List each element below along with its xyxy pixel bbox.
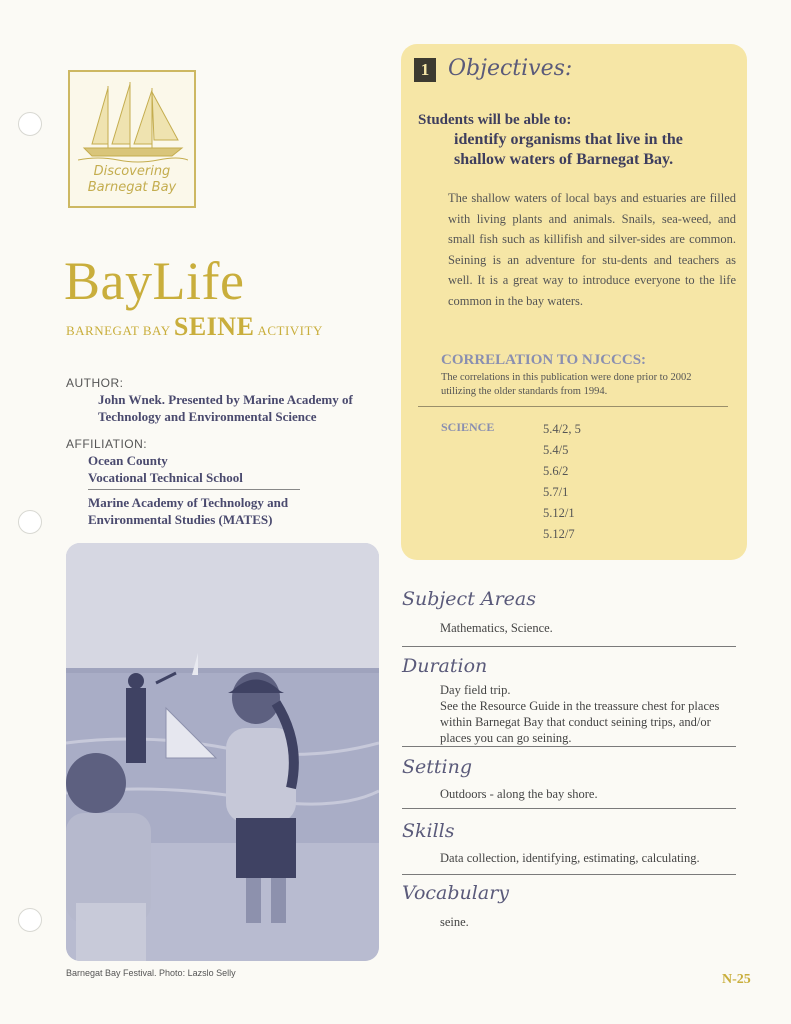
subtitle bbox=[66, 312, 323, 342]
objectives-intro: The shallow waters of local bays and estuaries are filled with living plants and animals. Snails, sea-weed, and small fish such as killifish and silver-sides are common. Seining is an adventure for stu-dents and teachers as well. It is a great way to introduce everyone to the life common in the bay waters. bbox=[448, 191, 736, 308]
section-divider bbox=[402, 808, 736, 809]
logo-line-1: Discovering bbox=[93, 164, 171, 179]
section-divider bbox=[402, 746, 736, 747]
subject-areas-body: Mathematics, Science. bbox=[440, 621, 553, 635]
objectives-lead: Students will be able to: bbox=[418, 112, 572, 128]
section-divider bbox=[402, 874, 736, 875]
standard-item: 5.4/2, 5 bbox=[543, 422, 581, 436]
photo-caption: Barnegat Bay Festival. Photo: Lazslo Selly bbox=[66, 968, 236, 978]
vocabulary-body: seine. bbox=[440, 915, 469, 929]
binder-hole bbox=[18, 510, 42, 534]
correlation-heading: CORRELATION TO NJCCCS: bbox=[441, 352, 647, 368]
subtitle-part-2: SEINE bbox=[173, 312, 255, 341]
binder-hole bbox=[18, 112, 42, 136]
duration-line-1: Day field trip. bbox=[440, 683, 511, 697]
affiliation-org-1-line-1: Ocean County bbox=[88, 453, 168, 468]
subtitle-part-3: ACTIVITY bbox=[257, 323, 323, 338]
setting-body: Outdoors - along the bay shore. bbox=[440, 787, 598, 801]
page-number: N-25 bbox=[722, 972, 751, 987]
correlation-note: The correlations in this publication were done prior to 2002 utilizing the older standards from 1994. bbox=[441, 372, 692, 397]
page-title: BayLife bbox=[64, 251, 245, 311]
logo-text bbox=[70, 164, 194, 196]
science-label: SCIENCE bbox=[441, 420, 495, 434]
section-divider bbox=[402, 646, 736, 647]
seining-photo bbox=[66, 543, 379, 961]
affiliation-org-1-line-2: Vocational Technical School bbox=[88, 470, 243, 485]
science-standards-list bbox=[543, 419, 581, 545]
duration-heading: Duration bbox=[402, 655, 488, 677]
schooner-icon bbox=[78, 78, 188, 163]
section-number-badge: 1 bbox=[414, 58, 436, 82]
affiliation-label: AFFILIATION: bbox=[66, 437, 148, 451]
duration-body bbox=[440, 682, 740, 746]
vocabulary-heading: Vocabulary bbox=[402, 882, 510, 904]
affiliation-org-2-line-1: Marine Academy of Technology and bbox=[88, 495, 289, 510]
standard-item: 5.7/1 bbox=[543, 485, 569, 499]
affiliation-org-2-line-2: Environmental Studies (MATES) bbox=[88, 512, 273, 527]
discovering-barnegat-bay-logo bbox=[68, 70, 196, 208]
author-line-2: Technology and Environmental Science bbox=[98, 409, 317, 424]
standard-item: 5.12/7 bbox=[543, 527, 575, 541]
subject-areas-heading: Subject Areas bbox=[402, 588, 536, 610]
objectives-goal: identify organisms that live in the shallow waters of Barnegat Bay. bbox=[454, 131, 683, 168]
affiliation-divider bbox=[88, 489, 300, 490]
correlation-rule bbox=[418, 406, 728, 407]
logo-line-2: Barnegat Bay bbox=[87, 180, 177, 195]
binder-hole bbox=[18, 908, 42, 932]
duration-line-2: See the Resource Guide in the treassure chest for places within Barnegat Bay that conduct seining trips, and/or places you can go seining. bbox=[440, 699, 720, 745]
standard-item: 5.12/1 bbox=[543, 506, 575, 520]
author-label: AUTHOR: bbox=[66, 376, 124, 390]
subtitle-part-1: BARNEGAT BAY bbox=[66, 323, 171, 338]
skills-heading: Skills bbox=[402, 820, 455, 842]
skills-body: Data collection, identifying, estimating, calculating. bbox=[440, 851, 700, 865]
affiliation-org-2 bbox=[88, 494, 288, 528]
objectives-heading: Objectives: bbox=[448, 56, 573, 81]
author-name bbox=[98, 391, 353, 425]
standard-item: 5.6/2 bbox=[543, 464, 569, 478]
affiliation-org-1 bbox=[88, 452, 243, 486]
setting-heading: Setting bbox=[402, 756, 473, 778]
standard-item: 5.4/5 bbox=[543, 443, 569, 457]
author-line-1: John Wnek. Presented by Marine Academy of bbox=[98, 392, 353, 407]
